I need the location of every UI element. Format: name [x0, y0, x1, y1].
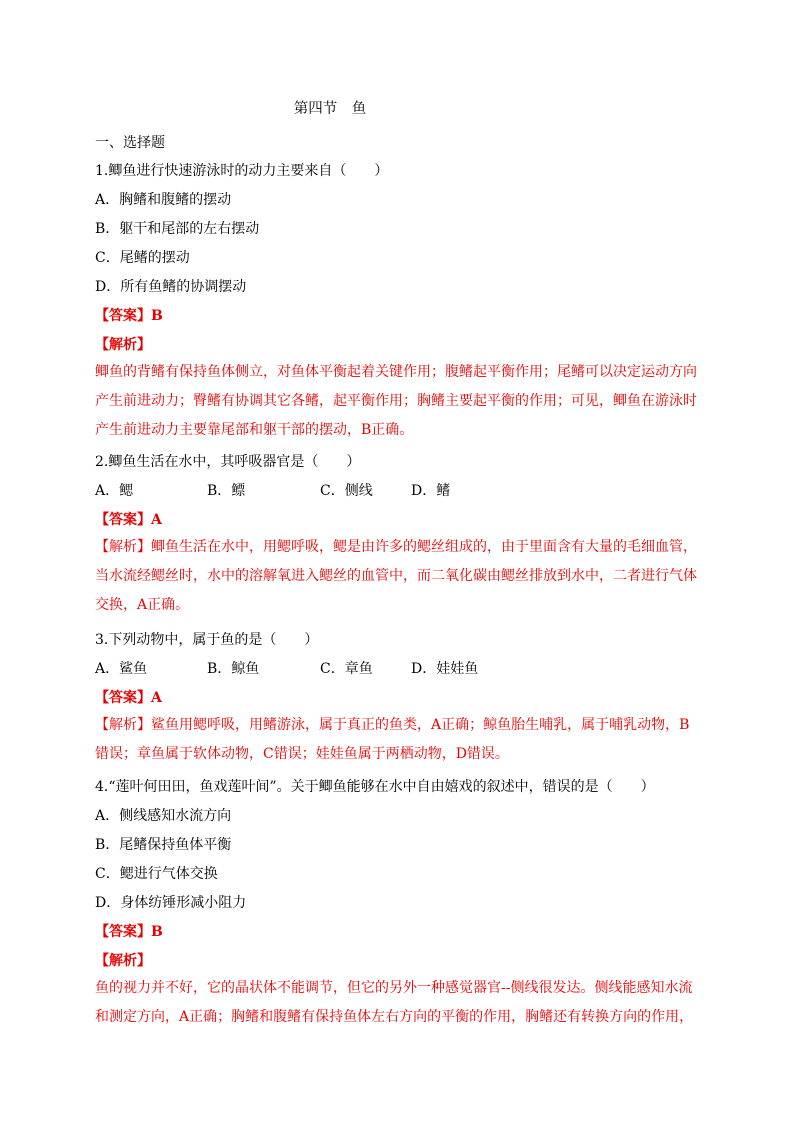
analysis-line: 鱼的视力并不好，它的晶状体不能调节，但它的另外一种感觉器官--侧线很发达。侧线能感知水流 — [95, 980, 693, 996]
question-3-option-c: C．章鱼 — [320, 661, 373, 677]
question-1-option-d: D．所有鱼鳍的协调摆动 — [95, 279, 247, 295]
question-2-option-a: A．鳃 — [95, 483, 134, 499]
analysis-line: 产生前进动力；臀鳍有协调其它各鳍，起平衡作用；胸鳍主要起平衡的作用；可见，鲫鱼在游泳时 — [95, 393, 697, 409]
analysis-line: 【解析】鲫鱼生活在水中，用鳃呼吸，鳃是由许多的鳃丝组成的，由于里面含有大量的毛细血管， — [95, 539, 697, 555]
analysis-line: 产生前进动力主要靠尾部和躯干部的摆动，B正确。 — [95, 422, 414, 438]
question-1-analysis-label: 【解析】 — [95, 337, 151, 353]
question-4-option-b: B．尾鳍保持鱼体平衡 — [95, 837, 232, 853]
question-2-stem: 2.鲫鱼生活在水中，其呼吸器官是（ ） — [95, 454, 361, 470]
analysis-line: 当水流经鳃丝时，水中的溶解氧进入鳃丝的血管中，而二氧化碳由鳃丝排放到水中，二者进行气体 — [95, 568, 697, 584]
question-1-option-c: C．尾鳍的摆动 — [95, 250, 190, 266]
question-2-option-c: C．侧线 — [320, 483, 373, 499]
question-4-option-a: A．侧线感知水流方向 — [95, 808, 232, 824]
question-1-option-a: A．胸鳍和腹鳍的摆动 — [95, 192, 232, 208]
question-3-option-a: A．鲨鱼 — [95, 661, 148, 677]
analysis-line: 【解析】鲨鱼用鳃呼吸，用鳍游泳，属于真正的鱼类，A正确；鲸鱼胎生哺乳，属于哺乳动物，B — [95, 717, 690, 733]
analysis-line: 和测定方向，A正确；胸鳍和腹鳍有保持鱼体左右方向的平衡的作用，胸鳍还有转换方向的作用， — [95, 1009, 694, 1025]
question-1-answer: 【答案】B — [95, 308, 163, 324]
question-3-analysis — [95, 711, 711, 769]
question-3-stem: 3.下列动物中，属于鱼的是（ ） — [95, 632, 319, 648]
question-2-options — [95, 482, 450, 500]
page-title: 第四节 鱼 — [293, 101, 367, 117]
question-4-analysis-label: 【解析】 — [95, 953, 151, 969]
question-2-analysis — [95, 533, 711, 620]
analysis-line: 交换，A正确。 — [95, 597, 190, 613]
section-heading: 一、选择题 — [95, 135, 165, 151]
question-3-option-d: D．娃娃鱼 — [411, 661, 479, 677]
question-3-options — [95, 660, 478, 678]
question-4-option-c: C．鳃进行气体交换 — [95, 866, 218, 882]
question-1-option-b: B．躯干和尾部的左右摆动 — [95, 221, 260, 237]
question-1-stem: 1.鲫鱼进行快速游泳时的动力主要来自（ ） — [95, 163, 389, 179]
question-1-analysis — [95, 358, 711, 445]
question-4-analysis — [95, 974, 711, 1032]
question-2-option-d: D．鳍 — [411, 483, 451, 499]
question-3-answer: 【答案】A — [95, 690, 162, 706]
analysis-line: 错误；章鱼属于软体动物，C错误；娃娃鱼属于两栖动物，D错误。 — [95, 746, 509, 762]
question-4-answer: 【答案】B — [95, 924, 163, 940]
question-4-option-d: D．身体纺锤形减小阻力 — [95, 895, 247, 911]
analysis-line: 鲫鱼的背鳍有保持鱼体侧立，对鱼体平衡起着关键作用；腹鳍起平衡作用；尾鳍可以决定运动方向 — [95, 364, 697, 380]
question-2-option-b: B．鳔 — [207, 483, 246, 499]
question-3-option-b: B．鲸鱼 — [207, 661, 260, 677]
question-2-answer: 【答案】A — [95, 512, 162, 528]
question-4-stem: 4.“莲叶何田田，鱼戏莲叶间”。关于鲫鱼能够在水中自由嬉戏的叙述中，错误的是（ ） — [95, 779, 655, 795]
